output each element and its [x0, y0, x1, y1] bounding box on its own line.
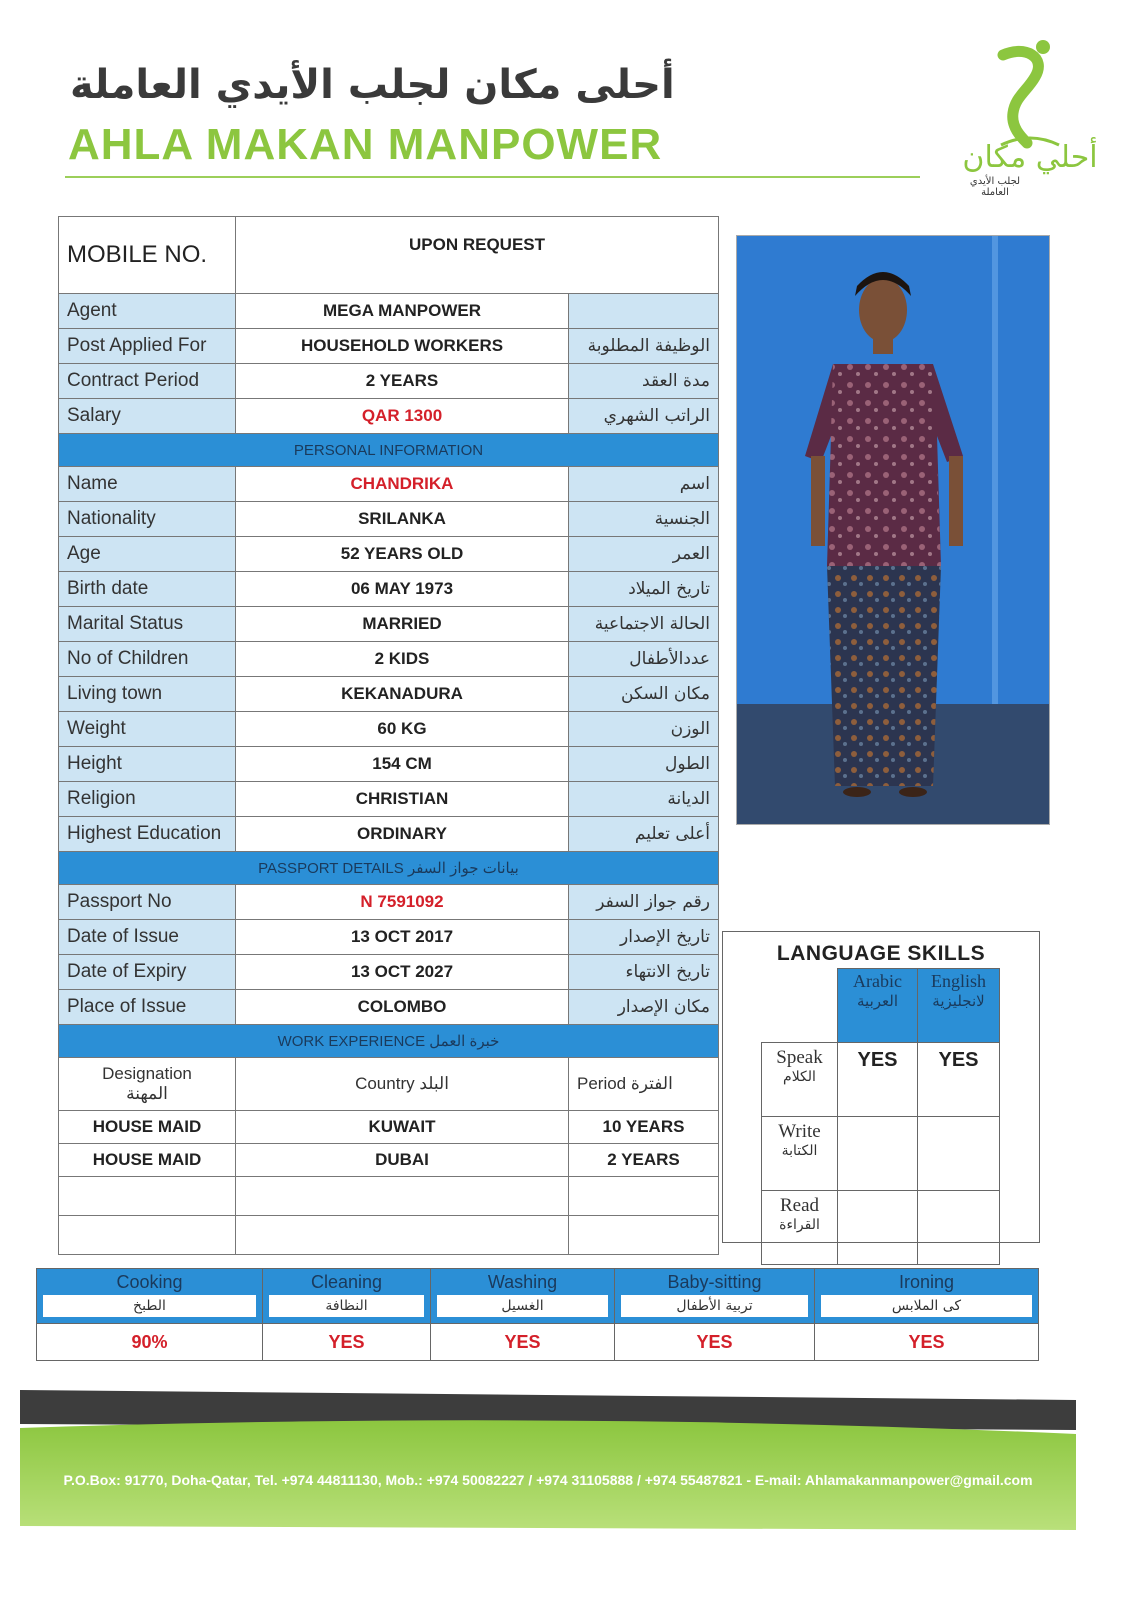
skill-header: [263, 1269, 431, 1324]
personal-info-label-arabic: أعلى تعليم: [569, 817, 719, 852]
top-info-value: 2 YEARS: [236, 364, 569, 399]
work-cell-empty: [59, 1177, 236, 1216]
personal-info-section-header: PERSONAL INFORMATION: [59, 434, 719, 467]
skill-header: [431, 1269, 615, 1324]
language-col-english-ar: لانجليزية: [932, 994, 985, 1010]
passport-label-arabic: تاريخ الإصدار: [569, 920, 719, 955]
passport-row: [59, 885, 719, 920]
language-row-label-en: Write: [778, 1121, 821, 1142]
personal-info-label: Highest Education: [59, 817, 236, 852]
language-row-write: [762, 1117, 1000, 1191]
skill-name-arabic: کی الملابس: [821, 1295, 1032, 1317]
skill-name-arabic: تربية الأطفال: [621, 1295, 808, 1317]
passport-label: Date of Issue: [59, 920, 236, 955]
passport-label: Date of Expiry: [59, 955, 236, 990]
logo-subtitle: لجلب الأيدي العاملة: [969, 176, 1021, 198]
personal-info-row: [59, 642, 719, 677]
personal-info-row: [59, 712, 719, 747]
personal-info-value: MARRIED: [236, 607, 569, 642]
personal-info-label-arabic: الديانة: [569, 782, 719, 817]
language-col-arabic-en: Arabic: [853, 971, 902, 991]
personal-info-label-arabic: الحالة الاجتماعية: [569, 607, 719, 642]
work-col-designation-en: Designation: [102, 1064, 192, 1083]
personal-info-value: 154 CM: [236, 747, 569, 782]
skill-name-arabic: الغسيل: [437, 1295, 608, 1317]
skill-value: 90%: [37, 1324, 263, 1361]
work-cell-empty: [236, 1177, 569, 1216]
personal-info-row: [59, 537, 719, 572]
passport-row: [59, 920, 719, 955]
passport-section-header-row: [59, 852, 719, 885]
passport-label-arabic: تاريخ الانتهاء: [569, 955, 719, 990]
skill-name-arabic: الطبخ: [43, 1295, 256, 1317]
language-skills-box: [722, 931, 1040, 1243]
passport-row: [59, 955, 719, 990]
work-row-empty: [59, 1177, 719, 1216]
passport-value: 13 OCT 2027: [236, 955, 569, 990]
personal-info-label: Age: [59, 537, 236, 572]
header-title-english: AHLA MAKAN MANPOWER: [68, 120, 663, 169]
language-read-arabic: [838, 1191, 918, 1265]
language-header-row: [762, 969, 1000, 1043]
passport-value: 13 OCT 2017: [236, 920, 569, 955]
top-info-label-arabic: [569, 294, 719, 329]
work-cell-empty: [569, 1177, 719, 1216]
skill-name: Baby-sitting: [667, 1272, 762, 1292]
language-col-english: [918, 969, 1000, 1043]
skill-name-arabic: النظافة: [269, 1295, 424, 1317]
language-row-label-ar: الكلام: [783, 1070, 816, 1085]
logo-arabic-text: أحلي مكان: [962, 140, 1098, 175]
top-info-row: [59, 399, 719, 434]
personal-info-label: Height: [59, 747, 236, 782]
language-row-label: [762, 1043, 838, 1117]
personal-info-value: 06 MAY 1973: [236, 572, 569, 607]
language-row-label-ar: الكتابة: [781, 1144, 818, 1159]
personal-info-section-header-row: [59, 434, 719, 467]
work-experience-section-header-row: [59, 1025, 719, 1058]
personal-info-label: Weight: [59, 712, 236, 747]
personal-info-value: CHANDRIKA: [236, 467, 569, 502]
language-row-label-en: Read: [779, 1195, 820, 1216]
personal-info-label-arabic: العمر: [569, 537, 719, 572]
personal-info-label-arabic: تاريخ الميلاد: [569, 572, 719, 607]
work-designation: HOUSE MAID: [59, 1144, 236, 1177]
work-row-empty: [59, 1216, 719, 1255]
skill-value: YES: [431, 1324, 615, 1361]
personal-info-value: CHRISTIAN: [236, 782, 569, 817]
header-title-arabic: أحلى مكان لجلب الأيدي العاملة: [70, 62, 675, 108]
passport-label: Place of Issue: [59, 990, 236, 1025]
personal-info-label: Nationality: [59, 502, 236, 537]
work-header-row: [59, 1058, 719, 1111]
work-experience-section-header: WORK EXPERIENCE خبرة العمل: [59, 1025, 719, 1058]
personal-info-value: 52 YEARS OLD: [236, 537, 569, 572]
mobile-value: UPON REQUEST: [236, 217, 719, 294]
language-speak-english: YES: [918, 1043, 1000, 1117]
footer-contact-text: P.O.Box: 91770, Doha-Qatar, Tel. +974 44811130, Mob.: +974 50082227 / +974 31105888 / +974 55487821 - E-mail: Ahlamakanmanpower@gmail.com: [63, 1472, 1033, 1488]
footer-banner: [20, 1390, 1076, 1530]
skill-name: Cleaning: [310, 1272, 383, 1292]
work-col-period: Period الفترة: [569, 1058, 719, 1111]
work-col-country: Country البلد: [236, 1058, 569, 1111]
personal-info-label: No of Children: [59, 642, 236, 677]
language-write-english: [918, 1117, 1000, 1191]
top-info-label: Agent: [59, 294, 236, 329]
top-info-row: [59, 329, 719, 364]
language-read-english: [918, 1191, 1000, 1265]
language-write-arabic: [838, 1117, 918, 1191]
language-row-label-en: Speak: [776, 1047, 823, 1068]
personal-info-value: KEKANADURA: [236, 677, 569, 712]
language-col-english-en: English: [930, 971, 986, 991]
top-info-label-arabic: الراتب الشهري: [569, 399, 719, 434]
personal-info-row: [59, 677, 719, 712]
skill-header: [615, 1269, 815, 1324]
skill-name: Washing: [487, 1272, 558, 1292]
work-cell-empty: [59, 1216, 236, 1255]
work-cell-empty: [569, 1216, 719, 1255]
top-info-row: [59, 294, 719, 329]
personal-info-label-arabic: الوزن: [569, 712, 719, 747]
skill-name: Cooking: [116, 1272, 183, 1292]
personal-info-row: [59, 747, 719, 782]
personal-info-row: [59, 607, 719, 642]
work-row: [59, 1144, 719, 1177]
language-speak-arabic: YES: [838, 1043, 918, 1117]
personal-info-value: SRILANKA: [236, 502, 569, 537]
top-info-label: Contract Period: [59, 364, 236, 399]
personal-info-label: Religion: [59, 782, 236, 817]
personal-info-label-arabic: الجنسية: [569, 502, 719, 537]
passport-row: [59, 990, 719, 1025]
work-country: DUBAI: [236, 1144, 569, 1177]
personal-info-row: [59, 817, 719, 852]
skill-value: YES: [615, 1324, 815, 1361]
skills-table: [36, 1268, 1039, 1361]
language-corner: [762, 969, 838, 1043]
work-period: 10 YEARS: [569, 1111, 719, 1144]
top-info-value: HOUSEHOLD WORKERS: [236, 329, 569, 364]
language-col-arabic-ar: العربية: [857, 994, 898, 1010]
skill-name: Ironing: [898, 1272, 955, 1292]
personal-info-label: Marital Status: [59, 607, 236, 642]
language-row-label: [762, 1117, 838, 1191]
skill-value: YES: [815, 1324, 1039, 1361]
personal-info-label-arabic: الطول: [569, 747, 719, 782]
top-info-label: Salary: [59, 399, 236, 434]
language-row-read: [762, 1191, 1000, 1265]
passport-value: COLOMBO: [236, 990, 569, 1025]
top-info-label-arabic: مدة العقد: [569, 364, 719, 399]
top-info-value: QAR 1300: [236, 399, 569, 434]
skill-header: [37, 1269, 263, 1324]
work-col-designation: [59, 1058, 236, 1111]
top-info-value: MEGA MANPOWER: [236, 294, 569, 329]
skill-header: [815, 1269, 1039, 1324]
top-info-row: [59, 364, 719, 399]
mobile-row: [59, 217, 719, 294]
personal-info-value: 2 KIDS: [236, 642, 569, 677]
applicant-photo: [736, 235, 1050, 825]
personal-info-label-arabic: مكان السكن: [569, 677, 719, 712]
personal-info-value: ORDINARY: [236, 817, 569, 852]
language-row-label-ar: القراءة: [779, 1218, 820, 1233]
work-row: [59, 1111, 719, 1144]
work-col-designation-ar: المهنة: [126, 1084, 168, 1103]
passport-label-arabic: مكان الإصدار: [569, 990, 719, 1025]
language-skills-title: LANGUAGE SKILLS: [776, 942, 986, 965]
language-col-arabic: [838, 969, 918, 1043]
personal-info-value: 60 KG: [236, 712, 569, 747]
work-cell-empty: [236, 1216, 569, 1255]
skills-value-row: [37, 1324, 1039, 1361]
personal-info-label: Living town: [59, 677, 236, 712]
personal-info-label-arabic: اسم: [569, 467, 719, 502]
applicant-details-table: [58, 216, 719, 1255]
header-divider: [65, 176, 920, 178]
passport-label-arabic: رقم جواز السفر: [569, 885, 719, 920]
skill-value: YES: [263, 1324, 431, 1361]
personal-info-label: Name: [59, 467, 236, 502]
top-info-label: Post Applied For: [59, 329, 236, 364]
personal-info-row: [59, 502, 719, 537]
personal-info-row: [59, 782, 719, 817]
language-row-label: [762, 1191, 838, 1265]
personal-info-row: [59, 572, 719, 607]
mobile-label: MOBILE NO.: [59, 217, 236, 294]
work-designation: HOUSE MAID: [59, 1111, 236, 1144]
language-row-speak: [762, 1043, 1000, 1117]
work-period: 2 YEARS: [569, 1144, 719, 1177]
skills-header-row: [37, 1269, 1039, 1324]
passport-label: Passport No: [59, 885, 236, 920]
passport-section-header: PASSPORT DETAILS بيانات جواز السفر: [59, 852, 719, 885]
passport-value: N 7591092: [236, 885, 569, 920]
work-country: KUWAIT: [236, 1111, 569, 1144]
personal-info-label-arabic: عددالأطفال: [569, 642, 719, 677]
personal-info-row: [59, 467, 719, 502]
language-skills-table: [761, 968, 1000, 1265]
top-info-label-arabic: الوظيفة المطلوبة: [569, 329, 719, 364]
personal-info-label: Birth date: [59, 572, 236, 607]
